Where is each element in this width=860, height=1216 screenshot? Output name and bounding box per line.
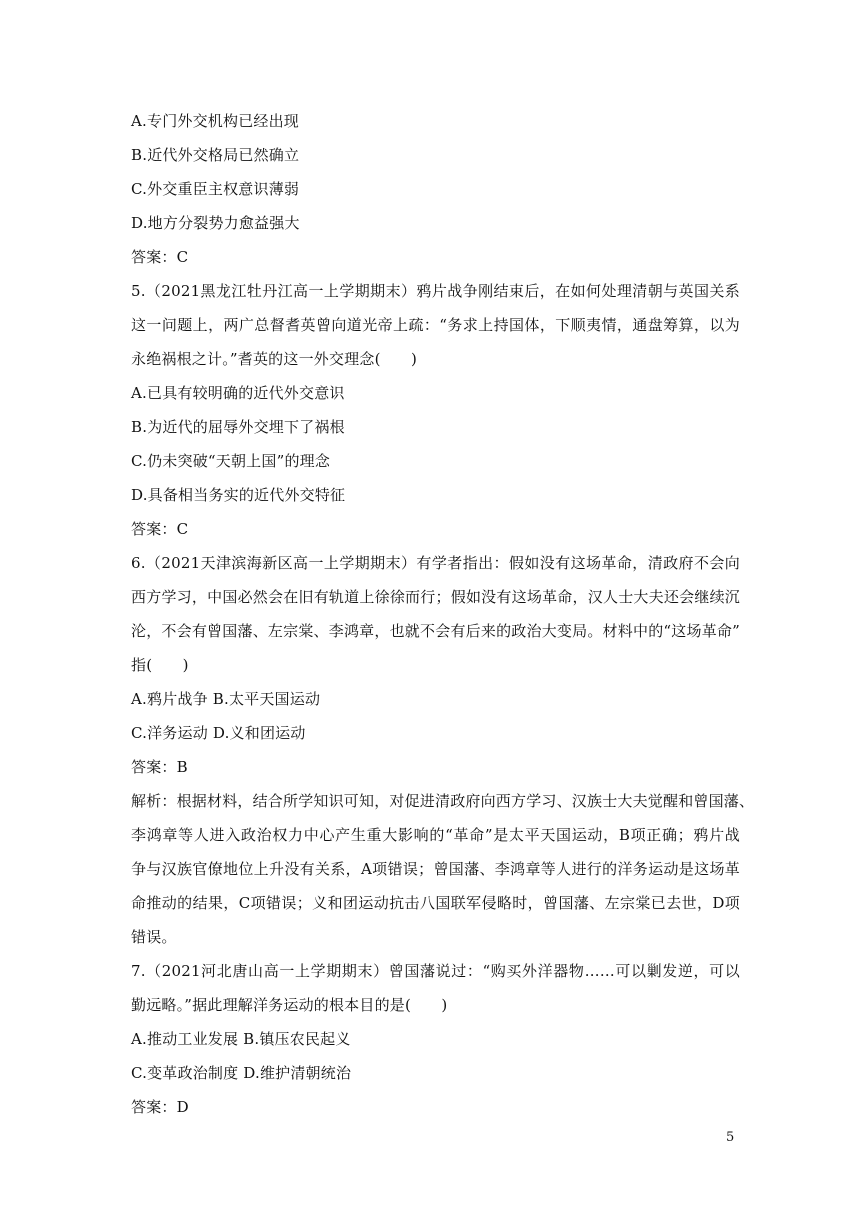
q6-analysis-line-3: 争与汉族官僚地位上升没有关系，A项错误；曾国藩、李鸿章等人进行的洋务运动是这场革 [131,860,740,878]
q7-options-ab: A.推动工业发展 B.镇压农民起义 [131,1030,351,1048]
q4-option-d: D.地方分裂势力愈益强大 [131,214,300,232]
q6-analysis-line-5: 错误。 [131,928,177,946]
q5-option-a: A.已具有较明确的近代外交意识 [131,384,345,402]
q4-answer: 答案：C [131,248,189,266]
q6-options-cd: C.洋务运动 D.义和团运动 [131,724,306,742]
q5-stem-line-3: 永绝祸根之计。”耆英的这一外交理念( ) [131,350,418,368]
q4-option-b: B.近代外交格局已然确立 [131,146,300,164]
q6-options-ab: A.鸦片战争 B.太平天国运动 [131,690,321,708]
q6-analysis-line-4: 命推动的结果，C项错误；义和团运动抗击八国联军侵略时，曾国藩、左宗棠已去世，D项 [131,894,740,912]
q5-stem-line-1: 5.（2021黑龙江牡丹江高一上学期期末）鸦片战争刚结束后，在如何处理清朝与英国关系 [131,282,740,300]
q7-options-cd: C.变革政治制度 D.维护清朝统治 [131,1064,352,1082]
q6-stem-line-3: 沦，不会有曾国藩、左宗棠、李鸿章，也就不会有后来的政治大变局。材料中的“这场革命” [131,622,740,640]
q7-stem-line-1: 7.（2021河北唐山高一上学期期末）曾国藩说过：“购买外洋器物……可以剿发逆，可以 [131,962,740,980]
q5-option-b: B.为近代的屈辱外交埋下了祸根 [131,418,345,436]
q6-analysis-line-2: 李鸿章等人进入政治权力中心产生重大影响的“革命”是太平天国运动，B项正确；鸦片战 [131,826,740,844]
q5-option-c: C.仍未突破“天朝上国”的理念 [131,452,331,470]
q4-option-a: A.专门外交机构已经出现 [131,112,300,130]
q6-analysis-line-1: 解析：根据材料，结合所学知识可知，对促进清政府向西方学习、汉族士大夫觉醒和曾国藩、 [131,792,755,810]
q6-stem-line-2: 西方学习，中国必然会在旧有轨道上徐徐而行；假如没有这场革命，汉人士大夫还会继续沉 [131,588,740,606]
q4-option-c: C.外交重臣主权意识薄弱 [131,180,300,198]
q6-stem-line-4: 指( ) [131,656,189,674]
q7-stem-line-2: 勤远略。”据此理解洋务运动的根本目的是( ) [131,996,448,1014]
q5-stem-line-2: 这一问题上，两广总督耆英曾向道光帝上疏：“务求上持国体，下顺夷情，通盘筹算，以为 [131,316,740,334]
q5-answer: 答案：C [131,520,189,538]
q7-answer: 答案：D [131,1098,189,1116]
page-number: 5 [726,1130,735,1145]
q6-stem-line-1: 6.（2021天津滨海新区高一上学期期末）有学者指出：假如没有这场革命，清政府不会向 [131,554,740,572]
q6-answer: 答案：B [131,758,188,776]
q5-option-d: D.具备相当务实的近代外交特征 [131,486,346,504]
